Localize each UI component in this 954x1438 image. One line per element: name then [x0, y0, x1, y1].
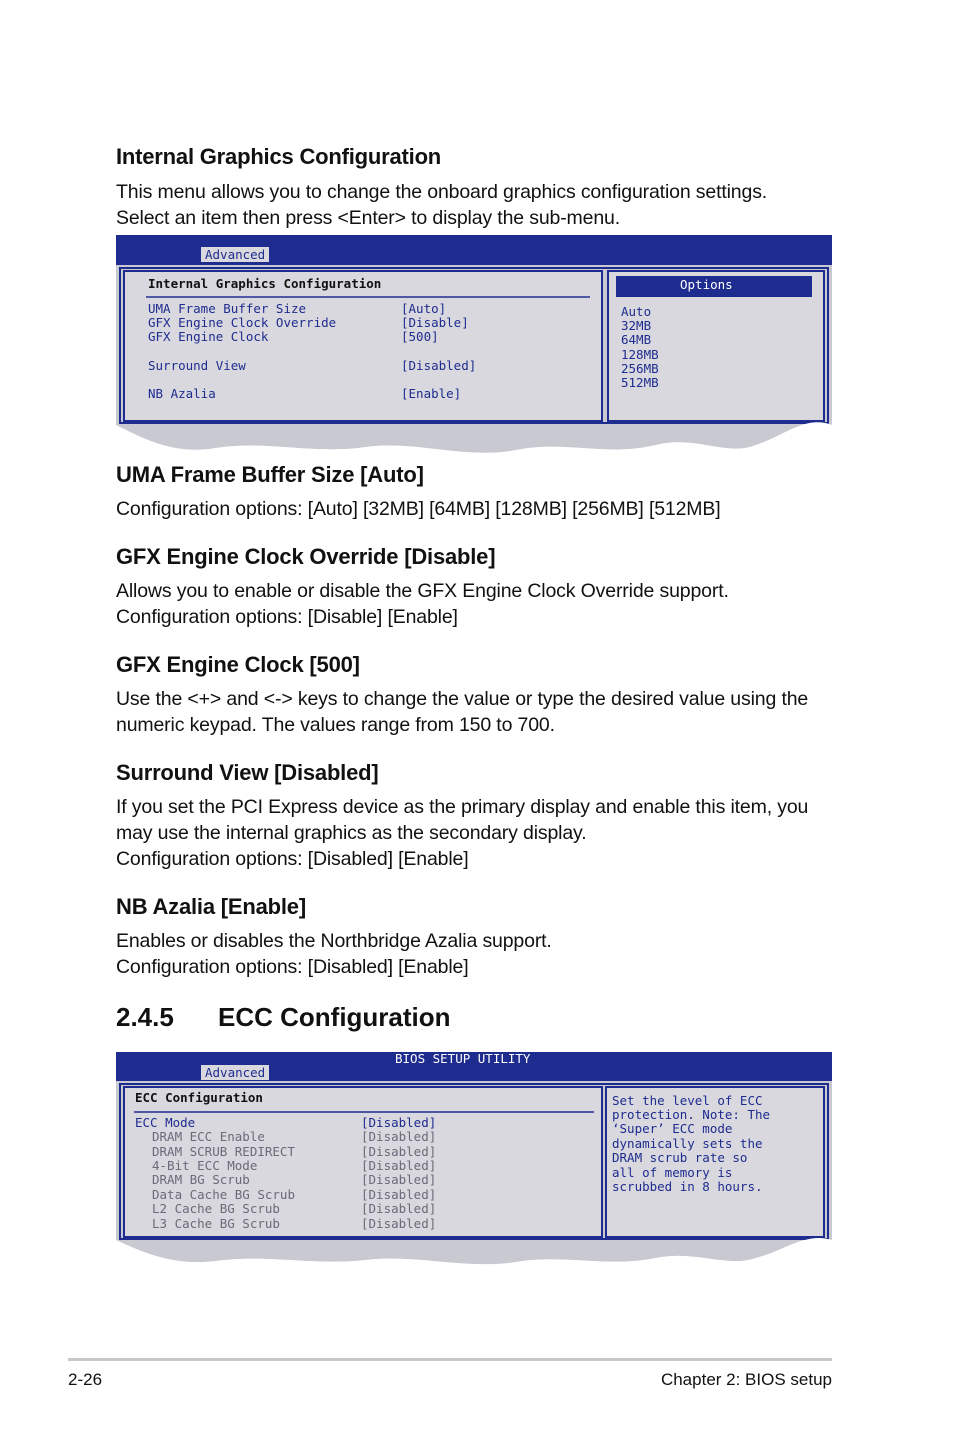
bios-item-value: [Disabled]	[361, 1129, 437, 1144]
help-line: scrubbed in 8 hours.	[612, 1179, 763, 1194]
bios-item-gfx-override-value[interactable]: [Disable]	[401, 315, 469, 330]
bios-item-surround-value[interactable]: [Disabled]	[401, 358, 477, 373]
tab-advanced[interactable]: Advanced	[201, 1065, 269, 1080]
help-line: protection. Note: The	[612, 1107, 771, 1122]
bios-item-label: DRAM BG Scrub	[152, 1172, 250, 1187]
surround-line-1: If you set the PCI Express device as the primary display and enable this item, you	[116, 796, 809, 818]
tab-advanced[interactable]: Advanced	[201, 247, 269, 262]
text-gfx-override	[116, 578, 729, 630]
bios-item-label: DRAM ECC Enable	[152, 1129, 265, 1144]
options-header: Options	[680, 277, 733, 292]
surround-line-2: may use the internal graphics as the secondary display.	[116, 822, 587, 844]
bios-screen-ecc	[116, 1052, 832, 1272]
page-number: 2-26	[68, 1370, 103, 1389]
azalia-line-2: Configuration options: [Disabled] [Enable]	[116, 956, 469, 978]
intro-line-2: Select an item then press <Enter> to display the sub-menu.	[116, 207, 621, 229]
help-line: all of memory is	[612, 1165, 733, 1180]
heading-uma: UMA Frame Buffer Size [Auto]	[116, 462, 424, 487]
bios-panel-title: ECC Configuration	[135, 1090, 263, 1105]
option-item[interactable]: 128MB	[621, 347, 659, 362]
text-gfx-clock	[116, 686, 808, 738]
bios-item-value: [Disabled]	[361, 1158, 437, 1173]
option-item[interactable]: 64MB	[621, 332, 652, 347]
bios-item-label: L3 Cache BG Scrub	[152, 1216, 280, 1231]
section-number: 2.4.5	[116, 1002, 174, 1032]
heading-gfx-override: GFX Engine Clock Override [Disable]	[116, 544, 496, 569]
text-surround	[116, 794, 808, 872]
text-azalia	[116, 928, 552, 980]
heading-gfx-clock: GFX Engine Clock [500]	[116, 652, 360, 677]
gfx-clock-line-1: Use the <+> and <-> keys to change the value or type the desired value using the	[116, 688, 809, 710]
azalia-line-1: Enables or disables the Northbridge Azalia support.	[116, 930, 552, 952]
help-line: ‘Super’ ECC mode	[612, 1121, 733, 1136]
bios-panel-title: Internal Graphics Configuration	[148, 276, 382, 291]
bios-item-surround-label[interactable]: Surround View	[148, 358, 246, 373]
intro-line-1: This menu allows you to change the onboard graphics configuration settings.	[116, 181, 768, 203]
bios-item-gfx-clock-value[interactable]: [500]	[401, 329, 439, 344]
option-item[interactable]: 256MB	[621, 361, 659, 376]
bios-screen-internal-graphics	[116, 235, 832, 460]
section-title-ecc: ECC Configuration	[218, 1002, 451, 1032]
bios-utility-title: BIOS SETUP UTILITY	[395, 1051, 531, 1066]
bios-item-uma-label[interactable]: UMA Frame Buffer Size	[148, 301, 307, 316]
bios-item-ecc-mode-label[interactable]: ECC Mode	[135, 1115, 196, 1130]
section-intro-internal-graphics	[116, 179, 767, 231]
option-item[interactable]: 512MB	[621, 375, 659, 390]
bios-item-value: [Disabled]	[361, 1172, 437, 1187]
chapter-label: Chapter 2: BIOS setup	[660, 1370, 832, 1389]
bios-item-gfx-override-label[interactable]: GFX Engine Clock Override	[148, 315, 337, 330]
help-line: DRAM scrub rate so	[612, 1150, 748, 1165]
option-item[interactable]: Auto	[621, 304, 652, 319]
bios-item-label: Data Cache BG Scrub	[152, 1187, 295, 1202]
bios-item-ecc-mode-value[interactable]: [Disabled]	[361, 1115, 437, 1130]
bios-item-label: L2 Cache BG Scrub	[152, 1201, 280, 1216]
help-line: dynamically sets the	[612, 1136, 763, 1151]
bios-screen-frame	[116, 235, 832, 460]
bios-item-label: DRAM SCRUB REDIRECT	[152, 1144, 295, 1159]
bios-item-value: [Disabled]	[361, 1201, 437, 1216]
bios-item-gfx-clock-label[interactable]: GFX Engine Clock	[148, 329, 269, 344]
bios-item-value: [Disabled]	[361, 1216, 437, 1231]
gfx-clock-line-2: numeric keypad. The values range from 150 to 700.	[116, 714, 555, 736]
gfx-override-line-2: Configuration options: [Disable] [Enable]	[116, 606, 458, 628]
footer-divider	[68, 1358, 832, 1361]
heading-azalia: NB Azalia [Enable]	[116, 894, 306, 919]
surround-line-3: Configuration options: [Disabled] [Enable]	[116, 848, 469, 870]
uma-line-1: Configuration options: [Auto] [32MB] [64MB] [128MB] [256MB] [512MB]	[116, 498, 721, 520]
help-line: Set the level of ECC	[612, 1093, 763, 1108]
bios-item-azalia-label[interactable]: NB Azalia	[148, 386, 216, 401]
heading-surround: Surround View [Disabled]	[116, 760, 379, 785]
section-heading-internal-graphics: Internal Graphics Configuration	[116, 144, 442, 169]
bios-item-value: [Disabled]	[361, 1144, 437, 1159]
bios-item-azalia-value[interactable]: [Enable]	[401, 386, 462, 401]
option-item[interactable]: 32MB	[621, 318, 652, 333]
bios-item-uma-value[interactable]: [Auto]	[401, 301, 447, 316]
gfx-override-line-1: Allows you to enable or disable the GFX Engine Clock Override support.	[116, 580, 729, 602]
text-uma	[116, 496, 721, 522]
bios-item-value: [Disabled]	[361, 1187, 437, 1202]
bios-item-label: 4-Bit ECC Mode	[152, 1158, 258, 1173]
